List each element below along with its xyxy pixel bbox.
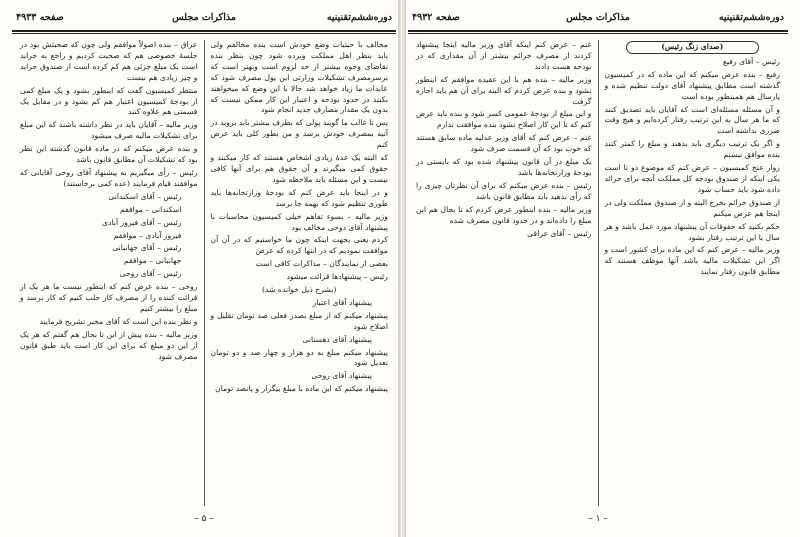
paragraph: وزیر مالیه – آقایان باید در نظر داشته باشند که این مبلغ برای تشکیلات مالیه صرف میشود bbox=[20, 120, 198, 141]
paragraph: یک مبلغ در آن قانون پیشنهاد شده بود که بایستی در بودجۀ وزارتخانه‌ها باشد bbox=[416, 157, 592, 177]
left-header-volume: دوره‌ششم‌تقنینیه bbox=[326, 12, 392, 23]
header-rule bbox=[12, 30, 396, 32]
paragraph: زوار عنج کمیسیون – عرض کنم که موضوع دو تا است یکی اینکه از صندوق بودجه کل مملکت آنچه برای جرائد داده شود باید حساب شود bbox=[604, 163, 780, 194]
paragraph: جهانبانی – موافقم bbox=[123, 256, 182, 266]
paragraph: پیشنهاد آقای اعتبار bbox=[312, 297, 372, 307]
paragraph: وزیر مالیه – بنده هم با این عقیده موافقم که اینطور نشود و بنده عرض کردم که البته برای آن هم باید اجازه گرفت bbox=[416, 74, 592, 106]
paragraph: رئیس – آقای جهانبانی bbox=[112, 243, 182, 253]
header-rule-thin bbox=[12, 33, 396, 34]
paragraph: پیشنهاد میکنم که از مبلغ بصدر فعلی صد تومان تقلیل و اصلاح شود bbox=[210, 310, 388, 331]
paragraph: رئیس – رأی میگیریم به پیشنهاد آقای روحی آقایانی که موافقند قیام فرمایند (عده کمی برخاستند) bbox=[20, 167, 198, 188]
left-page-right-column bbox=[205, 40, 395, 506]
paragraph: رئیس – آقای اسکندانی bbox=[108, 191, 182, 201]
paragraph: وزیر مالیه – بنده پیش از این تا بحال هم گفتم که هر یک از این دو مبلغ که برای این کار است باید طبق قانون مصرف شود bbox=[20, 329, 198, 361]
paragraph: و در اینجا باید عرض کنم که بودجۀ وزارتخانه‌ها باید طوری تنظیم شود که بهمه جا برسد bbox=[210, 187, 388, 208]
right-page-right-column bbox=[599, 40, 787, 506]
book-gutter bbox=[398, 0, 406, 537]
paragraph: پس تا غالب ما گویند پولی که بطرف بیشتر باید بروید در آتیه بمصرف خودش برسد و من بطور کلی باید عرض کنم bbox=[210, 118, 388, 150]
paragraph: عراق – بنده اصولاً موافقم ولی چون که صحبتش بود در جلسۀ خصوصی هم که صحبت کردیم و راجع به جراید است یک مبلغ جزئی هم کم کرده است از صندوق جراید و چیز زیادی هم نیست bbox=[20, 40, 198, 82]
header-rule bbox=[408, 30, 788, 32]
paragraph: بعضی از نمایندگان – مذاکرات کافی است bbox=[255, 259, 388, 269]
left-page-header bbox=[10, 8, 398, 30]
paragraph: منتظر کمیسیون گفت که اینطور بشود و یک مبلغ کمی از بودجۀ کمیسیون اعتبار هم کم بشود و در مقابل یک قسمتی هم علاوه کنند bbox=[20, 85, 198, 117]
left-header-title: مذاکرات مجلس bbox=[172, 12, 236, 23]
right-header-title: مذاکرات مجلس bbox=[566, 12, 630, 23]
paragraph: اسکندانی – موافقم bbox=[120, 204, 182, 214]
bell-note: (صدای زنگ رئیس) bbox=[626, 41, 759, 54]
paragraph: فیروز آبادی – موافقم bbox=[113, 230, 182, 240]
paragraph: و اگر یک ترتیب دیگری باید بدهند و مبلغ را کمتر کنند بنده موافق نیستم bbox=[604, 139, 780, 160]
paragraph: و آن مسئله مسئله‌ای است که آقایان باید تصدیق کنند که ما هر سال به این ترتیب رفتار کرده‌ایم و هیچ وقت ضرری نداشته است bbox=[604, 104, 780, 136]
paragraph: غنم – عرض کنم اینکه آقای وزیر مالیه اینجا پیشنهاد کردند از مصرف جرائم بیشتر از آن مقداری که در بودجه هست دادند bbox=[416, 40, 592, 71]
left-page-columns bbox=[14, 40, 394, 506]
paragraph: رفیع – بنده عرض میکنم که این ماده که در کمیسیون گذشته است مطابق پیشنهاد آقای دولت تنظیم شده و پارسال هم همینطور بوده است bbox=[604, 69, 780, 101]
paragraph: و بنده عرض میکنم که در ماده قانون گذشته این نظر بود که تشکیلات آن مطابق قانون باشد bbox=[20, 144, 198, 165]
paragraph: پیشنهاد میکنم که این ماده با مبلغ بیگزار و پانصد تومان bbox=[215, 384, 388, 394]
paragraph: (بشرح ذیل خوانده شد) bbox=[262, 285, 337, 295]
paragraph: غنم – عرض کنم که آقای وزیر عدلیه ماده سابق هستند که خوب بود که آن قسمت صرف شود bbox=[416, 133, 592, 154]
right-page-header bbox=[406, 8, 790, 30]
right-page-left-column bbox=[410, 40, 599, 506]
paragraph: رئیس – آقای عراقی bbox=[527, 228, 592, 238]
paragraph: رئیس – آقای فیروز آبادی bbox=[102, 217, 182, 227]
paragraph: پیشنهاد میکنم مبلغ به دو هزار و چهار صد و دو تومان تعدیل شود bbox=[210, 347, 388, 368]
header-rule-thin bbox=[408, 33, 788, 34]
paragraph: رئیس – پیشنهادها قرائت میشود bbox=[286, 272, 388, 282]
right-page bbox=[406, 8, 790, 528]
paragraph: وزیر مالیه – بسوء تفاهم خیلی کمیسیون محاسبات با پیشنهاد آقای دوحی مخالف بود bbox=[210, 211, 388, 232]
paragraph: رئیس – آقای رفیع bbox=[722, 56, 780, 66]
paragraph: که البته یک عدۀ زیادی اشخاص هستند که کار میکنند و حقوق کمی میگیرند و آن حقوق هم برای آنها کافی نیست و این مسئله باید ملاحظه شود bbox=[210, 153, 388, 184]
right-page-number: – ۱ – bbox=[588, 514, 608, 524]
right-page-columns bbox=[410, 40, 786, 506]
paragraph: روحی – بنده عرض کنم که اینطور نیست ما هر یک از قرائت کننده را از مصرف کار جلب کنیم که کار برسد و مبلغ را بیشتر کنیم bbox=[20, 282, 198, 313]
paragraph: پیشنهاد آقای دهستانی bbox=[302, 334, 372, 344]
right-header-volume: دوره‌ششم‌تقنینیه bbox=[718, 12, 784, 23]
paragraph: و این مبلغ از بودجۀ عمومی کسر شود و بنده باید عرض کنم که تا این کار اصلاح نشود بنده موافقت ندارم bbox=[416, 109, 592, 130]
left-page bbox=[10, 8, 398, 528]
left-page-left-column bbox=[14, 40, 205, 506]
paragraph: کردم یعنی بجهت اینکه چون ما خواستیم که در آن آن موافقت نمودیم که در انتها کرده که عرض bbox=[210, 235, 388, 256]
paragraph: وزیر مالیه – عرض کنم که این ماده برای کشور است و اگر این تشکیلات مالیه باشد آنها موظف هستند که مطابق قانون رفتار نمایند bbox=[604, 245, 780, 277]
paragraph: مخالف با حیثیات وضع خودش است بنده مخالفم ولی باید بنظر اهل مملکت وبرده شود چون بنظر بنده تقاضای وجوه بیشتر از حد لزوم است وبهتر است که برسرمصرف تشکیلات وزارتی این پول مصرف شود که عایدات ما زیاد خواهد شد حالا با این وضع که میخواهند بکنند در حدود بودجه و اعتبار این کار ممکن نیست که بدون یک مقدار مصارف جدید انجام شود bbox=[210, 40, 388, 115]
left-header-page: صفحه ۴۹۳۳ bbox=[16, 12, 64, 23]
paragraph: پیشنهاد آقای روحی bbox=[311, 371, 372, 381]
left-page-number: – ۵ – bbox=[194, 514, 214, 524]
paragraph: حکم بکنید که حقوقات آن پیشنهاد مورد عمل باشد و هر سال با این ترتیب رفتار بشود bbox=[604, 221, 780, 242]
paragraph: وزیر مالیه – بنده اینطور عرض کردم که تا بحال هم این مبلغ را داده‌اند و در حدود قانون مصرف شده bbox=[416, 204, 592, 225]
paragraph: از صندوق جرائم بخرج البته و از صندوق مملکت ولی در اینجا هم عرض میکنم bbox=[604, 197, 780, 218]
paragraph: رئیس – آقای روحی bbox=[119, 269, 182, 279]
paragraph: و نظر بنده این است که آقای مخبر تشریح فرمایند bbox=[39, 316, 198, 326]
right-header-page: صفحه ۴۹۳۲ bbox=[412, 12, 460, 23]
paragraph: رئیس – بنده عرض میکنم که برای آن نظرتان چیزی را که رأی بدهید باید مطابق قانون باشد bbox=[416, 180, 592, 201]
